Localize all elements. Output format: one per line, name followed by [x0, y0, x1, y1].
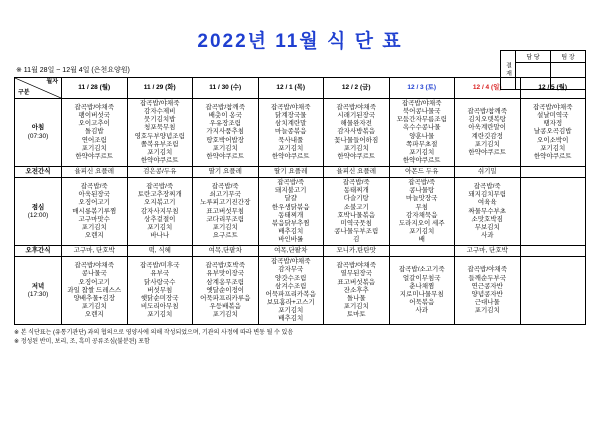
- menu-cell: [193, 246, 259, 257]
- menu-cell: [258, 246, 324, 257]
- menu-item: 잡곡밥/참깨죽: [467, 108, 507, 116]
- menu-item: 뭇기김치밥: [144, 116, 176, 124]
- menu-item: 떡, 식혜: [148, 247, 171, 255]
- menu-item: 쉬기밀: [477, 168, 497, 175]
- menu-cell: [520, 257, 586, 325]
- menu-cell: [127, 167, 193, 178]
- menu-item: 포기김치: [147, 148, 173, 156]
- menu-row: [15, 257, 586, 325]
- menu-item: 지로미나물무침: [399, 290, 444, 298]
- menu-item: 땅호박어밥장: [206, 136, 245, 144]
- menu-item: 배추김치: [278, 315, 304, 323]
- day-header-5: 12 / 3 (토): [389, 78, 455, 99]
- menu-item: 율피신 요플레: [74, 168, 114, 175]
- menu-item: 검은콩/두유: [143, 168, 177, 175]
- meal-time: (12:00): [27, 211, 49, 219]
- menu-item: 고구마맛수: [78, 215, 110, 223]
- meal-name: 저녁: [31, 282, 45, 290]
- menu-item: 포기김치: [147, 223, 173, 231]
- menu-cell: [324, 99, 390, 167]
- menu-item: 한약야쿠르트: [271, 152, 310, 160]
- menu-item: 잡곡밥/야채죽: [336, 262, 376, 270]
- menu-item: 닭사랑국수: [144, 278, 176, 286]
- menu-item: 돌나물: [346, 294, 366, 302]
- menu-item: 어묵파프리카복음: [265, 290, 316, 298]
- menu-item: 소맛호박짐: [471, 215, 503, 223]
- menu-item: 고구마, 단호박: [466, 247, 508, 255]
- menu-item: 아욱계란말이: [468, 124, 507, 132]
- menu-item: 오렌지: [84, 231, 104, 239]
- approval-stamp-box: [500, 50, 586, 90]
- menu-item: 북어콩나물국: [402, 108, 441, 116]
- menu-item: 바나나: [150, 231, 170, 239]
- menu-cell: [389, 257, 455, 325]
- menu-item: 포기김치: [81, 302, 107, 310]
- menu-item: 포기김치: [81, 144, 107, 152]
- menu-item: 감자수제비: [144, 108, 176, 116]
- menu-item: 한약야쿠르트: [533, 152, 572, 160]
- menu-item: 감자사방볶음: [337, 128, 376, 136]
- menu-item: 잡곡밥/야채죽: [336, 104, 376, 112]
- menu-item: 청포묵무침: [144, 124, 176, 132]
- menu-item: 해물완자전: [340, 120, 372, 128]
- menu-item: 잡곡밥/죽: [277, 179, 305, 187]
- menu-item: 김치오뎃복탕: [468, 116, 507, 124]
- menu-item: 잡곡밥/죽: [211, 183, 239, 191]
- menu-item: 딸기 요플레: [274, 168, 308, 175]
- menu-item: 날콩오곡김밥: [533, 128, 572, 136]
- menu-row: [15, 178, 586, 246]
- menu-cell: [193, 257, 259, 325]
- menu-item: 오징어고기: [78, 199, 110, 207]
- period-note: ※ 11월 28일 ~ 12월 4일 (은천요양원): [16, 67, 130, 74]
- menu-item: 포기김치: [212, 144, 238, 152]
- approval-header-teamlead: 팀 장: [551, 51, 585, 63]
- menu-cell: [324, 167, 390, 178]
- menu-item: 어묵볶음: [409, 298, 435, 306]
- menu-item: 볶음닭부추찜: [271, 219, 310, 227]
- menu-item: 포기김치: [212, 311, 238, 319]
- footnotes: [14, 329, 586, 347]
- menu-item: 양배추물+김장: [73, 294, 115, 302]
- menu-item: 잡곡밥/죽: [473, 183, 501, 191]
- menu-row: [15, 99, 586, 167]
- approval-value-manager: [516, 63, 551, 89]
- menu-item: 포기김치: [474, 307, 500, 314]
- menu-cell: [62, 246, 128, 257]
- menu-cell: [389, 246, 455, 257]
- menu-item: 얼갈이무침국: [402, 274, 441, 282]
- menu-cell: [324, 178, 390, 246]
- menu-item: 아몬드 두유: [405, 168, 439, 175]
- menu-item: 포기김치: [343, 144, 369, 152]
- menu-item: 우유장조림: [209, 120, 241, 128]
- menu-item: 영호두부양념조림: [134, 132, 185, 140]
- menu-item: 근대나물: [474, 298, 500, 306]
- menu-item: 도라지오이 세주: [398, 219, 445, 227]
- corner-label-category: 구분: [18, 89, 30, 96]
- menu-item: 잡곡밥/죽: [342, 179, 370, 187]
- page-title: 2022년 11월 식 단 표: [197, 31, 403, 52]
- menu-item: 상추겉절이: [144, 215, 176, 223]
- menu-item: 쫄복유부조림: [140, 140, 179, 148]
- meal-label-0: [15, 99, 62, 167]
- menu-item: 감자무국: [278, 266, 304, 274]
- menu-cell: [193, 167, 259, 178]
- menu-table: [14, 77, 586, 325]
- menu-item: 땡자정: [543, 120, 563, 128]
- menu-item: 잡곡밥/죽: [80, 183, 108, 191]
- menu-item: 마늘종볶음: [275, 128, 307, 136]
- menu-item: 잡곡밥/미후국: [140, 262, 180, 270]
- menu-item: 콩나물두부조림: [334, 227, 379, 235]
- meal-name: 오전간식: [25, 168, 51, 175]
- menu-item: 잡곡밥/죽: [146, 183, 174, 191]
- menu-cell: [258, 99, 324, 167]
- menu-item: 율피신 요플레: [336, 168, 376, 175]
- menu-item: 콩나물탕: [409, 187, 435, 195]
- menu-item: 딸기 요플레: [208, 168, 242, 175]
- menu-item: 여목,단팥차: [208, 247, 242, 255]
- menu-item: 배추김치: [278, 227, 304, 235]
- menu-table-body: [15, 99, 586, 325]
- menu-item: 들깨순두부국: [468, 274, 507, 282]
- menu-cell: [127, 246, 193, 257]
- menu-item: 한우생닭볶음: [271, 203, 310, 211]
- menu-item: 오이고추이: [78, 120, 110, 128]
- menu-item: 배: [418, 236, 425, 243]
- approval-side-label: 결재: [501, 51, 516, 89]
- menu-item: 동태찌개: [343, 187, 369, 195]
- menu-item: 잡곡밥/호박죽: [205, 262, 245, 270]
- menu-item: 잡곡밥/야채죽: [271, 258, 311, 266]
- menu-item: 무보김치: [474, 223, 500, 231]
- menu-item: 모니카,탄탄맛: [336, 247, 376, 255]
- menu-item: 시래기된장국: [337, 112, 376, 120]
- menu-item: 어묵파프리카루음: [200, 294, 251, 302]
- menu-cell: [389, 167, 455, 178]
- menu-item: 잡곡밥/죽: [408, 179, 436, 187]
- menu-item: 포기김치: [474, 140, 500, 148]
- approval-columns: [516, 51, 585, 89]
- menu-item: 옥수수콩나물: [402, 124, 441, 132]
- menu-item: 한약야쿠르트: [75, 152, 114, 160]
- menu-item: 매시롱볶기루찜: [72, 207, 117, 215]
- menu-item: 포기김치: [147, 311, 173, 319]
- menu-cell: [258, 178, 324, 246]
- menu-cell: [520, 178, 586, 246]
- meal-name: 오후간식: [25, 247, 51, 255]
- meal-label-3: [15, 246, 62, 257]
- menu-item: 포기김치: [81, 223, 107, 231]
- day-header-6: 12 / 4 (일): [455, 78, 521, 99]
- menu-item: 잡곡밥/야채죽: [74, 262, 114, 270]
- menu-item: 잡곡밥/야채죽: [467, 266, 507, 274]
- menu-item: 돌김밥: [84, 128, 104, 136]
- menu-item: 설날미역국: [537, 112, 569, 120]
- menu-item: 춘나채찜: [409, 282, 435, 290]
- menu-item: 꽃나물들어하짐: [334, 136, 379, 144]
- menu-item: 과일 찹쌀 드레스스: [67, 286, 122, 294]
- menu-item: 표고버섯볶음: [337, 278, 376, 286]
- approval-value-teamlead: [551, 63, 585, 89]
- menu-item: 오이소박이: [537, 136, 569, 144]
- menu-item: 포기김치: [343, 302, 369, 310]
- menu-item: 돼지불고기: [275, 187, 307, 195]
- menu-cell: [520, 99, 586, 167]
- menu-item: 여목,단팥차: [274, 247, 308, 255]
- menu-item: 김: [353, 236, 360, 243]
- day-header-2: 11 / 30 (수): [193, 78, 259, 99]
- menu-cell: [389, 99, 455, 167]
- menu-item: 호박나물볶음: [337, 211, 376, 219]
- menu-item: 한약야쿠르트: [140, 156, 179, 164]
- menu-item: 다슬기탕: [343, 195, 369, 203]
- menu-cell: [258, 257, 324, 325]
- day-header-7: 12 / 5 (월): [520, 78, 586, 99]
- menu-item: 한약야쿠르트: [206, 152, 245, 160]
- meal-label-2: [15, 178, 62, 246]
- menu-item: 포기김치: [540, 144, 566, 152]
- menu-item: 열무된장국: [340, 270, 372, 278]
- menu-item: 가지사품추침: [206, 128, 245, 136]
- menu-row: [15, 246, 586, 257]
- menu-item: 계란깃감정: [471, 132, 503, 140]
- menu-item: 잡곡밥/야채죽: [140, 100, 180, 107]
- footnote-1: ※ 정성된 반미, 보리, 조, 흑미 공류조심(불분된) 포함: [14, 339, 150, 346]
- menu-item: 배춧이 옹국: [208, 112, 242, 120]
- menu-cell: [324, 246, 390, 257]
- menu-item: 양념콩자반: [471, 290, 503, 298]
- menu-item: 햇닭순미장국: [140, 294, 179, 302]
- menu-item: 동태찌개: [278, 211, 304, 219]
- menu-cell: [127, 99, 193, 167]
- menu-item: 오렌지: [84, 311, 104, 319]
- day-header-1: 11 / 29 (화): [127, 78, 193, 99]
- menu-item: 사과: [480, 231, 494, 239]
- menu-cell: [62, 178, 128, 246]
- day-header-0: 11 / 28 (월): [62, 78, 128, 99]
- menu-item: 팽이버섯국: [78, 112, 110, 120]
- menu-item: 토마토: [346, 311, 366, 319]
- meal-time: (17:30): [27, 290, 49, 298]
- menu-cell: [455, 246, 521, 257]
- meal-time: (07:30): [27, 132, 49, 140]
- menu-cell: [520, 246, 586, 257]
- meal-label-4: [15, 257, 62, 325]
- menu-cell: [455, 178, 521, 246]
- menu-item: 미역국뭇침: [340, 219, 372, 227]
- menu-item: 옛달순이정이: [206, 286, 245, 294]
- menu-item: 한약야쿠르트: [468, 148, 507, 156]
- approval-value-row: [516, 63, 585, 89]
- meal-name: 점심: [31, 203, 45, 211]
- corner-label-date: 월자: [46, 79, 58, 85]
- menu-item: 아욱된장국: [78, 191, 110, 199]
- menu-item: 유부국: [150, 270, 170, 278]
- menu-item: 버섯무침: [147, 286, 173, 294]
- menu-item: 무침: [415, 203, 429, 211]
- menu-item: 쪽파무초절: [406, 140, 438, 148]
- menu-item: 포기김치: [212, 223, 238, 231]
- menu-cell: [62, 99, 128, 167]
- menu-item: 감자사지무침: [140, 207, 179, 215]
- menu-item: 포기김치: [409, 227, 435, 235]
- menu-cell: [455, 167, 521, 178]
- menu-item: 사과: [415, 307, 429, 314]
- menu-cell: [520, 167, 586, 178]
- menu-item: 연근콩자반: [471, 282, 503, 290]
- menu-item: 감자채묵음: [406, 211, 438, 219]
- menu-item: 고구마, 단호박: [73, 247, 115, 255]
- menu-item: 요구르트: [212, 231, 238, 239]
- menu-item: 짜물무수부초: [468, 207, 507, 215]
- menu-cell: [258, 167, 324, 178]
- menu-item: 잡곡밥/참깨죽: [205, 104, 245, 112]
- footnote-0: ※ 본 식단표는 (유통기관단) 과의 협의으로 영양사에 의해 작성되었으며, 기관의 사정에 따라 변동 될 수 있음: [14, 330, 294, 337]
- menu-cell: [127, 257, 193, 325]
- menu-item: 포기김치: [278, 144, 304, 152]
- menu-item: 잡곡밥/야채죽: [74, 104, 114, 112]
- approval-header-row: [516, 51, 585, 63]
- menu-item: 돼지김치무림: [468, 191, 507, 199]
- menu-item: 쇠고기무국: [209, 191, 241, 199]
- menu-item: 한약야쿠르트: [402, 156, 441, 164]
- day-header-3: 12 / 1 (목): [258, 78, 324, 99]
- menu-item: 달걀: [284, 195, 298, 203]
- approval-header-manager: 담 당: [516, 51, 551, 63]
- menu-item: 우등배볶음: [209, 302, 241, 310]
- menu-item: 잡곡밥/야채죽: [402, 100, 442, 107]
- menu-item: 잡곡밥/야채죽: [271, 104, 311, 112]
- table-corner-header: [15, 78, 62, 99]
- menu-item: 닭계장국물: [275, 112, 307, 120]
- menu-item: 삼계옹무조림: [206, 278, 245, 286]
- menu-item: 코다리무조림: [206, 215, 245, 223]
- menu-cell: [324, 257, 390, 325]
- day-header-4: 12 / 2 (금): [324, 78, 390, 99]
- menu-item: 양훈나물: [409, 132, 435, 140]
- menu-item: 삼겨수조림: [275, 282, 307, 290]
- menu-item: 유부맛이장국: [206, 270, 245, 278]
- menu-item: 포기김치: [409, 148, 435, 156]
- menu-item: 토란고추장찌개: [137, 191, 182, 199]
- menu-item: 연어조림: [81, 136, 107, 144]
- menu-item: 노루피고기진간장: [200, 199, 251, 207]
- menu-cell: [193, 178, 259, 246]
- menu-item: 한약야쿠르트: [337, 152, 376, 160]
- menu-item: 오징어고기: [78, 278, 110, 286]
- menu-item: 오지볶고기: [144, 199, 176, 207]
- menu-item: 바인바롤: [278, 236, 304, 243]
- menu-cell: [127, 178, 193, 246]
- menu-item: 표고버섯무침: [206, 207, 245, 215]
- menu-cell: [455, 257, 521, 325]
- menu-item: 비도리아무침: [140, 302, 179, 310]
- menu-item: 잔소후추: [343, 286, 369, 294]
- menu-item: 포기김치: [278, 307, 304, 314]
- menu-item: 양갓수조림: [275, 274, 307, 282]
- menu-cell: [193, 99, 259, 167]
- menu-cell: [455, 99, 521, 167]
- menu-row: [15, 167, 586, 178]
- menu-item: 잡곡밥/야채죽: [533, 104, 573, 112]
- menu-item: 마늘맛장국: [406, 195, 438, 203]
- menu-item: 모둠간자무름조림: [396, 116, 447, 124]
- menu-item: 묵사내풀: [278, 136, 304, 144]
- menu-item: 삼치계란말: [275, 120, 307, 128]
- menu-item: 여육육: [477, 199, 497, 207]
- menu-item: 소불고기: [343, 203, 369, 211]
- menu-item: 콩나물국: [81, 270, 107, 278]
- menu-item: 잡곡밥/소고기죽: [398, 266, 445, 274]
- meal-label-1: [15, 167, 62, 178]
- meal-name: 아침: [31, 124, 45, 132]
- menu-cell: [62, 257, 128, 325]
- menu-cell: [389, 178, 455, 246]
- menu-item: 보묘홈라+고스기: [266, 298, 315, 306]
- menu-cell: [62, 167, 128, 178]
